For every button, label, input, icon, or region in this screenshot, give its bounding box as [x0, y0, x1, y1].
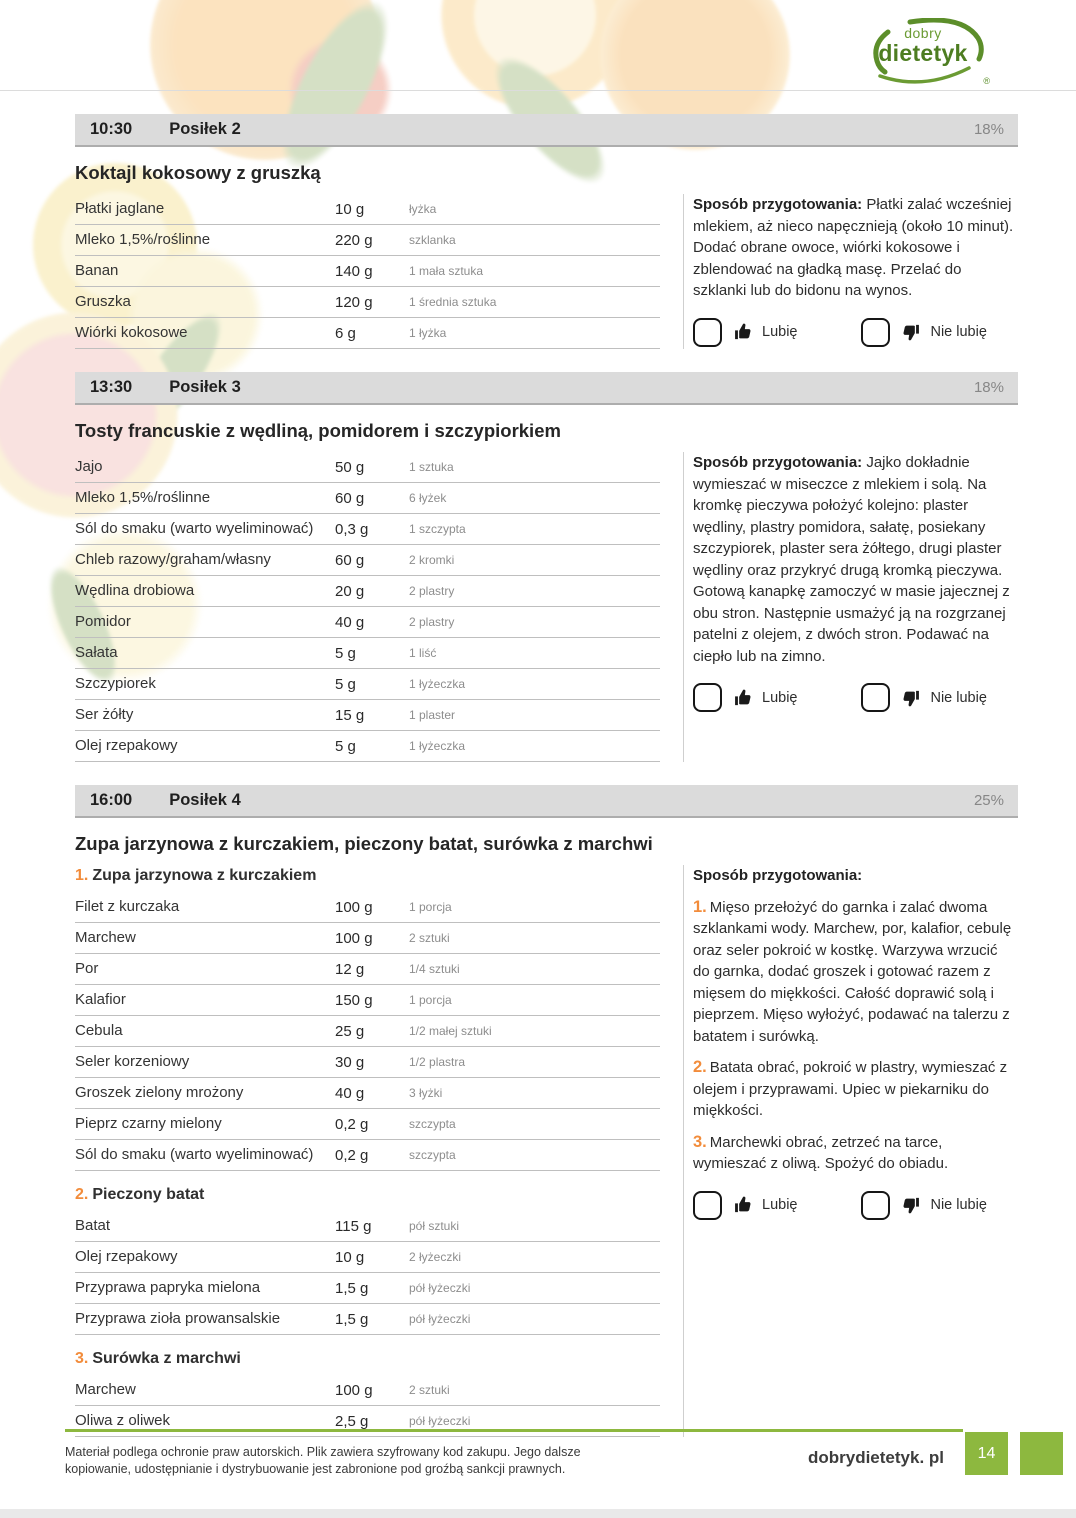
ingredient-row — [75, 923, 660, 954]
ingredient-row — [75, 287, 660, 318]
ingredient-unit: szczypta — [409, 1117, 456, 1131]
section-number: 2. — [75, 1186, 89, 1203]
ingredient-unit: 1 szczypta — [409, 522, 466, 536]
ingredient-amount: 1,5 g — [335, 1279, 369, 1297]
ingredients-table — [75, 194, 660, 349]
ingredient-row — [75, 638, 660, 669]
ingredient-unit: 3 łyżki — [409, 1086, 443, 1100]
preparation-text: Sposób przygotowania: Płatki zalać wcześniej mlekiem, aż nieco napęcznieją (około 10 minut). Dodać obrane owoce, wiórki kokosowe i zblendować na gładką masę. Przelać do szklanki lub do bidonu na wynos. — [693, 196, 1014, 299]
ingredient-name: Gruszka — [75, 293, 131, 310]
preparation-label: Sposób przygotowania: — [693, 454, 863, 471]
feedback-row — [693, 318, 1018, 347]
like-label: Lubię — [762, 1197, 798, 1213]
logo-text — [864, 26, 982, 65]
ingredient-unit: szklanka — [409, 233, 456, 247]
ingredient-row — [75, 1273, 660, 1304]
column-divider — [683, 194, 684, 349]
ingredient-name: Filet z kurczaka — [75, 898, 180, 915]
ingredient-amount: 1,5 g — [335, 1310, 369, 1328]
ingredient-unit: 1/2 małej sztuki — [409, 1024, 492, 1038]
ingredient-name: Sałata — [75, 644, 118, 661]
ingredient-unit: 6 łyżek — [409, 491, 447, 505]
step-number: 3. — [693, 1132, 707, 1151]
ingredient-unit: 1 łyżka — [409, 326, 447, 340]
ingredient-name: Przyprawa papryka mielona — [75, 1279, 261, 1296]
ingredient-row — [75, 483, 660, 514]
ingredient-amount: 100 g — [335, 929, 373, 947]
ingredient-amount: 5 g — [335, 675, 356, 693]
ingredient-row — [75, 892, 660, 923]
ingredient-name: Sól do smaku (warto wyeliminować) — [75, 1146, 314, 1163]
column-divider — [683, 452, 684, 762]
ingredient-amount: 140 g — [335, 262, 373, 280]
ingredient-name: Płatki jaglane — [75, 200, 165, 217]
ingredient-amount: 15 g — [335, 706, 365, 724]
ingredient-row — [75, 1304, 660, 1335]
dislike-checkbox[interactable] — [861, 318, 890, 347]
column-divider — [683, 865, 684, 1437]
thumb-up-icon — [733, 322, 753, 342]
meal-energy-percent: 18% — [973, 121, 1004, 138]
ingredient-name: Por — [75, 960, 99, 977]
preparation-label-line — [693, 865, 1018, 887]
ingredient-amount: 100 g — [335, 898, 373, 916]
page-number-badge: 14 — [965, 1432, 1008, 1475]
meal-header-bar — [75, 785, 1018, 818]
like-checkbox[interactable] — [693, 318, 722, 347]
ingredient-amount: 10 g — [335, 200, 365, 218]
ingredient-unit: 1 plaster — [409, 708, 456, 722]
dislike-label: Nie lubię — [930, 689, 987, 706]
footer-accent-box — [1020, 1432, 1063, 1475]
meal-header-bar — [75, 372, 1018, 405]
section-number: 3. — [75, 1350, 89, 1367]
ingredient-unit: 2 plastry — [409, 584, 455, 598]
ingredient-row — [75, 514, 660, 545]
preparation-step: 3. Marchewki obrać, zetrzeć na tarce, wymieszać z oliwą. Spożyć do obiadu. — [693, 1132, 949, 1172]
ingredient-row — [75, 1406, 660, 1437]
page-content — [0, 114, 1018, 1437]
ingredient-amount: 10 g — [335, 1248, 365, 1266]
like-checkbox[interactable] — [693, 1191, 722, 1220]
ingredient-name: Olej rzepakowy — [75, 1248, 178, 1265]
dish-title: Tosty francuskie z wędliną, pomidorem i szczypiorkiem — [75, 420, 561, 441]
logo-word-dietetyk: dietetyk — [878, 40, 968, 66]
preparation-label: Sposób przygotowania: — [693, 196, 863, 213]
ingredient-amount: 6 g — [335, 324, 356, 342]
ingredient-row — [75, 256, 660, 287]
ingredients-table — [75, 865, 660, 1437]
ingredient-row — [75, 194, 660, 225]
ingredient-name: Pieprz czarny mielony — [75, 1115, 222, 1132]
ingredient-amount: 5 g — [335, 737, 356, 755]
footer-site-name: dobrydietetyk. pl — [807, 1448, 944, 1467]
feedback-row — [693, 683, 1018, 712]
ingredient-amount: 0,3 g — [335, 520, 369, 538]
meal-title: Posiłek 3 — [169, 378, 241, 396]
ingredient-amount: 220 g — [335, 231, 373, 249]
ingredient-row — [75, 1242, 660, 1273]
footer-accent-line — [65, 1429, 963, 1432]
meal-header-bar — [75, 114, 1018, 147]
dish-title: Zupa jarzynowa z kurczakiem, pieczony batat, surówka z marchwi — [75, 833, 653, 854]
ingredient-row — [75, 1047, 660, 1078]
like-checkbox[interactable] — [693, 683, 722, 712]
ingredient-amount: 30 g — [335, 1053, 365, 1071]
ingredient-row — [75, 1140, 660, 1171]
meal-columns — [75, 865, 1018, 1437]
ingredient-row — [75, 225, 660, 256]
ingredient-name: Chleb razowy/graham/własny — [75, 551, 271, 568]
ingredient-amount: 40 g — [335, 613, 365, 631]
preparation-column — [693, 865, 1018, 1437]
ingredient-name: Mleko 1,5%/roślinne — [75, 231, 211, 248]
ingredient-name: Sól do smaku (warto wyeliminować) — [75, 520, 314, 537]
feedback-row — [693, 1191, 1018, 1220]
brand-logo — [864, 18, 992, 88]
dislike-checkbox[interactable] — [861, 683, 890, 712]
ingredient-name: Wędlina drobiowa — [75, 582, 195, 599]
ingredient-name: Kalafior — [75, 991, 126, 1008]
dislike-label: Nie lubię — [930, 1197, 987, 1213]
ingredient-unit: 1/2 plastra — [409, 1055, 466, 1069]
ingredient-name: Olej rzepakowy — [75, 737, 178, 754]
dislike-group — [861, 683, 986, 712]
meal-time: 13:30 — [90, 378, 133, 396]
meal-time: 16:00 — [90, 791, 133, 809]
ingredient-unit: szczypta — [409, 1148, 456, 1162]
meal-energy-percent: 25% — [973, 792, 1004, 809]
dislike-label: Nie lubię — [930, 324, 987, 340]
ingredient-amount: 150 g — [335, 991, 373, 1009]
ingredient-unit: 2 łyżeczki — [409, 1250, 462, 1264]
ingredient-unit: 1 mała sztuka — [409, 264, 484, 278]
meal-title: Posiłek 4 — [169, 791, 241, 809]
registered-mark: ® — [983, 76, 990, 86]
logo-word-dobry: dobry — [904, 25, 942, 41]
ingredient-amount: 5 g — [335, 644, 356, 662]
ingredient-row — [75, 954, 660, 985]
ingredient-unit: 1 łyżeczka — [409, 739, 466, 753]
ingredient-amount: 115 g — [335, 1217, 372, 1235]
ingredient-row — [75, 452, 660, 483]
ingredient-row — [75, 985, 660, 1016]
ingredient-amount: 20 g — [335, 582, 365, 600]
ingredient-amount: 60 g — [335, 489, 365, 507]
ingredient-name: Marchew — [75, 1381, 136, 1398]
ingredient-amount: 50 g — [335, 458, 365, 476]
thumb-down-icon — [901, 322, 921, 342]
ingredient-name: Banan — [75, 262, 119, 279]
ingredient-unit: 1 porcja — [409, 993, 452, 1007]
ingredient-name: Groszek zielony mrożony — [75, 1084, 244, 1101]
ingredient-row — [75, 607, 660, 638]
ingredient-amount: 0,2 g — [335, 1146, 369, 1164]
ingredient-unit: 1 porcja — [409, 900, 452, 914]
ingredient-row — [75, 1375, 660, 1406]
meal-energy-percent: 18% — [973, 379, 1004, 396]
ingredient-name: Oliwa z oliwek — [75, 1412, 171, 1429]
ingredient-unit: 2 plastry — [409, 615, 455, 629]
ingredient-amount: 120 g — [335, 293, 373, 311]
ingredient-amount: 40 g — [335, 1084, 365, 1102]
like-label: Lubię — [762, 689, 798, 706]
ingredient-name: Ser żółty — [75, 706, 134, 723]
ingredient-unit: 1 sztuka — [409, 460, 454, 474]
ingredient-name: Cebula — [75, 1022, 123, 1039]
ingredients-table — [75, 452, 660, 762]
copyright-notice: Materiał podlega ochronie praw autorskich. Plik zawiera szyfrowany kod zakupu. Jego dalsze kopiowanie, udostępnianie i dystrybuowanie jest zabronione pod groźbą sankcji prawnych. — [65, 1445, 581, 1476]
ingredient-unit: pół łyżeczki — [409, 1312, 471, 1326]
thumb-up-icon — [733, 1195, 753, 1215]
meal-title: Posiłek 2 — [169, 120, 241, 138]
section-number: 1. — [75, 867, 89, 884]
dish-title: Koktajl kokosowy z gruszką — [75, 162, 321, 183]
ingredient-amount: 60 g — [335, 551, 365, 569]
ingredient-amount: 0,2 g — [335, 1115, 369, 1133]
ingredient-name: Jajo — [75, 458, 103, 475]
ingredient-name: Szczypiorek — [75, 675, 156, 692]
dish-section-heading: 2. Pieczony batat — [75, 1186, 205, 1203]
ingredient-name: Batat — [75, 1217, 111, 1234]
dish-section-heading: 3. Surówka z marchwi — [75, 1350, 241, 1367]
ingredient-unit: pół sztuki — [409, 1219, 460, 1233]
step-number: 2. — [693, 1058, 707, 1076]
ingredient-unit: pół łyżeczki — [409, 1281, 471, 1295]
page-bottom-strip — [0, 1509, 1076, 1518]
thumb-down-icon — [901, 688, 921, 708]
ingredient-row — [75, 1016, 660, 1047]
step-number: 1. — [693, 897, 707, 916]
ingredient-row — [75, 731, 660, 762]
dislike-group — [861, 318, 986, 347]
like-label: Lubię — [762, 324, 798, 340]
page-header — [0, 0, 1076, 91]
ingredient-row — [75, 700, 660, 731]
dislike-checkbox[interactable] — [861, 1191, 890, 1220]
preparation-column — [693, 452, 1018, 762]
ingredient-row — [75, 318, 660, 349]
preparation-column — [693, 194, 1018, 349]
ingredient-row — [75, 1109, 660, 1140]
meal-columns — [75, 194, 1018, 349]
ingredient-name: Marchew — [75, 929, 136, 946]
ingredient-unit: 2 kromki — [409, 553, 455, 567]
ingredient-amount: 12 g — [335, 960, 365, 978]
ingredient-amount: 2,5 g — [335, 1412, 369, 1430]
ingredient-row — [75, 1211, 660, 1242]
preparation-text: Sposób przygotowania: Jajko dokładnie wymieszać w miseczce z mlekiem i solą. Na kromkę pieczywa położyć kolejno: plaster wędliny, plastry pomidora, sałatę, posiekany szczypiorek, plaster sera żółtego, drugi plaster wędliny oraz przykryć drugą kromką pieczywa. Gotową kanapkę zamoczyć w masie jajecznej z obu stron. Następnie usmażyć ją na rozgrzanej patelni z olejem, z dwóch stron. Podawać na ciepło lub na zimno. — [693, 454, 1010, 665]
ingredient-amount: 25 g — [335, 1022, 365, 1040]
ingredient-row — [75, 576, 660, 607]
preparation-step: 2. Batata obrać, pokroić w plastry, wymieszać z olejem i przyprawami. Upiec w piekarniku do miękkości. — [693, 1058, 1008, 1119]
ingredient-name: Wiórki kokosowe — [75, 324, 188, 341]
ingredient-amount: 100 g — [335, 1381, 373, 1399]
dish-section-heading: 1. Zupa jarzynowa z kurczakiem — [75, 867, 317, 884]
thumb-up-icon — [733, 688, 753, 708]
meal-time: 10:30 — [90, 120, 133, 138]
ingredient-row — [75, 669, 660, 700]
ingredient-unit: łyżka — [409, 202, 437, 216]
ingredient-row — [75, 545, 660, 576]
ingredient-name: Przyprawa zioła prowansalskie — [75, 1310, 281, 1327]
ingredient-unit: 2 sztuki — [409, 931, 450, 945]
thumb-down-icon — [901, 1195, 921, 1215]
ingredient-row — [75, 1078, 660, 1109]
ingredient-name: Mleko 1,5%/roślinne — [75, 489, 211, 506]
ingredient-unit: 1/4 sztuki — [409, 962, 460, 976]
ingredient-unit: 1 średnia sztuka — [409, 295, 497, 309]
preparation-step: 1. Mięso przełożyć do garnka i zalać dwoma szklankami wody. Marchew, por, kalafior, cebulę oraz seler pokroić w kostkę. Warzywa wrzucić do garnka, dodać groszek i gotować razem z mięsem do miękkości. Całość doprawić solą i pieprzem. Mięso wyłożyć, podawać na talerzu z batatem i surówką. — [693, 897, 1012, 1045]
ingredient-name: Seler korzeniowy — [75, 1053, 190, 1070]
dislike-group — [861, 1191, 986, 1220]
meal-columns — [75, 452, 1018, 762]
ingredient-unit: 1 liść — [409, 646, 437, 660]
preparation-label: Sposób przygotowania: — [693, 867, 863, 884]
ingredient-name: Pomidor — [75, 613, 131, 630]
ingredient-unit: 1 łyżeczka — [409, 677, 466, 691]
ingredient-unit: 2 sztuki — [409, 1383, 450, 1397]
ingredient-unit: pół łyżeczki — [409, 1414, 471, 1428]
